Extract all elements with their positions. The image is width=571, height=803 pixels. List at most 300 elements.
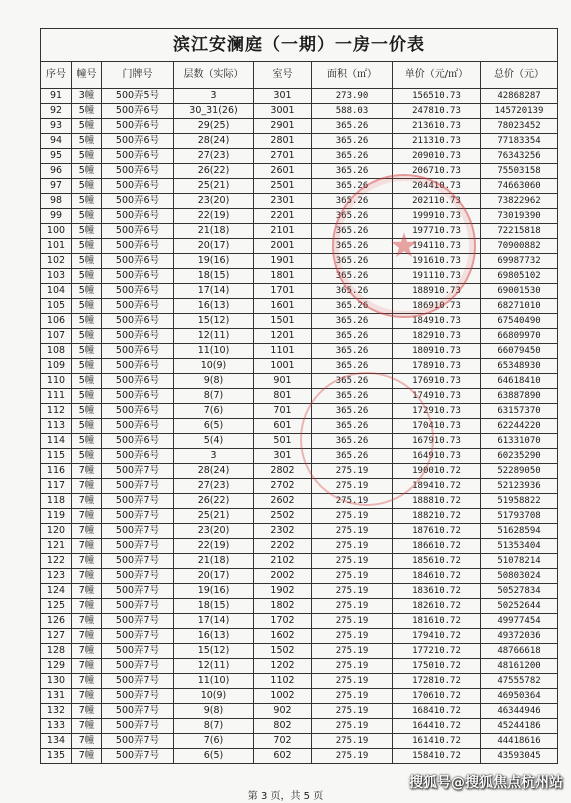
cell-room-no: 1601 — [254, 299, 312, 314]
cell-building-no: 7幢 — [72, 644, 102, 659]
cell-area: 275.19 — [312, 734, 393, 749]
cell-area: 275.19 — [312, 569, 393, 584]
cell-building-no: 7幢 — [72, 614, 102, 629]
cell-row-number: 130 — [41, 674, 72, 689]
cell-floor: 3 — [174, 449, 254, 464]
cell-unit-price: 156510.73 — [393, 89, 481, 104]
cell-room-no: 2802 — [254, 464, 312, 479]
cell-area: 365.26 — [312, 179, 393, 194]
cell-total-price: 68271010 — [481, 299, 558, 314]
cell-unit-price: 185610.72 — [393, 554, 481, 569]
cell-area: 275.19 — [312, 464, 393, 479]
cell-building-no: 5幢 — [72, 389, 102, 404]
table-row — [41, 479, 558, 494]
cell-total-price: 64618410 — [481, 374, 558, 389]
cell-floor: 22(19) — [174, 539, 254, 554]
cell-row-number: 117 — [41, 479, 72, 494]
table-row — [41, 359, 558, 374]
table-row — [41, 164, 558, 179]
table-row — [41, 389, 558, 404]
cell-door-no: 500弄6号 — [102, 164, 174, 179]
cell-building-no: 5幢 — [72, 149, 102, 164]
cell-area: 275.19 — [312, 659, 393, 674]
cell-room-no: 2201 — [254, 209, 312, 224]
cell-unit-price: 158410.72 — [393, 749, 481, 764]
cell-door-no: 500弄6号 — [102, 404, 174, 419]
cell-total-price: 51353404 — [481, 539, 558, 554]
cell-door-no: 500弄6号 — [102, 389, 174, 404]
cell-room-no: 1202 — [254, 659, 312, 674]
cell-total-price: 49372036 — [481, 629, 558, 644]
cell-building-no: 5幢 — [72, 314, 102, 329]
table-row — [41, 329, 558, 344]
cell-door-no: 500弄7号 — [102, 704, 174, 719]
cell-unit-price: 197710.73 — [393, 224, 481, 239]
cell-row-number: 123 — [41, 569, 72, 584]
cell-unit-price: 183610.72 — [393, 584, 481, 599]
cell-door-no: 500弄7号 — [102, 524, 174, 539]
table-row — [41, 599, 558, 614]
column-header: 序号 — [41, 62, 72, 89]
table-row — [41, 674, 558, 689]
cell-building-no: 7幢 — [72, 719, 102, 734]
cell-area: 365.26 — [312, 119, 393, 134]
cell-total-price: 42868287 — [481, 89, 558, 104]
cell-building-no: 5幢 — [72, 209, 102, 224]
cell-row-number: 131 — [41, 689, 72, 704]
cell-unit-price: 180910.73 — [393, 344, 481, 359]
cell-building-no: 5幢 — [72, 344, 102, 359]
cell-total-price: 63887890 — [481, 389, 558, 404]
cell-building-no: 7幢 — [72, 554, 102, 569]
cell-room-no: 2302 — [254, 524, 312, 539]
cell-floor: 22(19) — [174, 209, 254, 224]
cell-total-price: 69987732 — [481, 254, 558, 269]
cell-row-number: 133 — [41, 719, 72, 734]
cell-room-no: 801 — [254, 389, 312, 404]
cell-total-price: 46950364 — [481, 689, 558, 704]
header-row — [41, 62, 558, 89]
cell-unit-price: 189410.72 — [393, 479, 481, 494]
table-row — [41, 689, 558, 704]
cell-row-number: 103 — [41, 269, 72, 284]
cell-row-number: 125 — [41, 599, 72, 614]
cell-area: 275.19 — [312, 644, 393, 659]
cell-row-number: 108 — [41, 344, 72, 359]
cell-floor: 23(20) — [174, 524, 254, 539]
cell-building-no: 7幢 — [72, 659, 102, 674]
cell-floor: 15(12) — [174, 644, 254, 659]
cell-door-no: 500弄6号 — [102, 269, 174, 284]
cell-area: 365.26 — [312, 374, 393, 389]
cell-floor: 26(22) — [174, 164, 254, 179]
table-row — [41, 569, 558, 584]
cell-floor: 17(14) — [174, 614, 254, 629]
cell-door-no: 500弄6号 — [102, 299, 174, 314]
cell-building-no: 7幢 — [72, 494, 102, 509]
cell-total-price: 74663060 — [481, 179, 558, 194]
cell-area: 273.90 — [312, 89, 393, 104]
cell-row-number: 128 — [41, 644, 72, 659]
table-row — [41, 89, 558, 104]
table-row — [41, 449, 558, 464]
cell-area: 365.26 — [312, 149, 393, 164]
cell-room-no: 2101 — [254, 224, 312, 239]
table-row — [41, 644, 558, 659]
table-row — [41, 239, 558, 254]
cell-row-number: 111 — [41, 389, 72, 404]
cell-building-no: 7幢 — [72, 464, 102, 479]
cell-room-no: 2002 — [254, 569, 312, 584]
cell-area: 275.19 — [312, 554, 393, 569]
table-row — [41, 224, 558, 239]
cell-total-price: 50803024 — [481, 569, 558, 584]
cell-row-number: 98 — [41, 194, 72, 209]
cell-row-number: 95 — [41, 149, 72, 164]
cell-row-number: 126 — [41, 614, 72, 629]
cell-unit-price: 182610.72 — [393, 599, 481, 614]
cell-door-no: 500弄6号 — [102, 344, 174, 359]
cell-room-no: 2901 — [254, 119, 312, 134]
cell-total-price: 77183354 — [481, 134, 558, 149]
cell-row-number: 110 — [41, 374, 72, 389]
cell-total-price: 48766618 — [481, 644, 558, 659]
table-row — [41, 104, 558, 119]
cell-row-number: 132 — [41, 704, 72, 719]
cell-unit-price: 204410.73 — [393, 179, 481, 194]
cell-door-no: 500弄6号 — [102, 134, 174, 149]
cell-floor: 19(16) — [174, 584, 254, 599]
cell-door-no: 500弄7号 — [102, 569, 174, 584]
cell-building-no: 5幢 — [72, 119, 102, 134]
cell-unit-price: 187610.72 — [393, 524, 481, 539]
cell-total-price: 50252644 — [481, 599, 558, 614]
cell-total-price: 47555782 — [481, 674, 558, 689]
cell-floor: 21(18) — [174, 224, 254, 239]
cell-total-price: 46344946 — [481, 704, 558, 719]
table-row — [41, 509, 558, 524]
cell-total-price: 45244186 — [481, 719, 558, 734]
cell-row-number: 107 — [41, 329, 72, 344]
cell-unit-price: 184610.72 — [393, 569, 481, 584]
cell-door-no: 500弄6号 — [102, 419, 174, 434]
cell-room-no: 301 — [254, 449, 312, 464]
column-header: 面积（㎡） — [312, 62, 393, 89]
table-row — [41, 494, 558, 509]
cell-total-price: 51958822 — [481, 494, 558, 509]
cell-floor: 30_31(26) — [174, 104, 254, 119]
cell-floor: 10(9) — [174, 689, 254, 704]
table-body — [41, 89, 558, 764]
column-header: 总价（元） — [481, 62, 558, 89]
cell-area: 275.19 — [312, 719, 393, 734]
table-row — [41, 419, 558, 434]
cell-room-no: 701 — [254, 404, 312, 419]
cell-total-price: 73019390 — [481, 209, 558, 224]
cell-area: 275.19 — [312, 539, 393, 554]
cell-area: 365.26 — [312, 404, 393, 419]
column-header: 门牌号 — [102, 62, 174, 89]
table-row — [41, 584, 558, 599]
table-row — [41, 554, 558, 569]
cell-building-no: 7幢 — [72, 479, 102, 494]
cell-door-no: 500弄6号 — [102, 104, 174, 119]
table-title: 滨江安澜庭（一期）一房一价表 — [41, 29, 558, 62]
cell-room-no: 1001 — [254, 359, 312, 374]
cell-door-no: 500弄7号 — [102, 464, 174, 479]
cell-total-price: 51628594 — [481, 524, 558, 539]
cell-building-no: 5幢 — [72, 299, 102, 314]
cell-area: 365.26 — [312, 239, 393, 254]
cell-room-no: 2601 — [254, 164, 312, 179]
cell-room-no: 802 — [254, 719, 312, 734]
cell-door-no: 500弄6号 — [102, 284, 174, 299]
cell-row-number: 99 — [41, 209, 72, 224]
cell-unit-price: 176910.73 — [393, 374, 481, 389]
cell-room-no: 3001 — [254, 104, 312, 119]
cell-row-number: 101 — [41, 239, 72, 254]
cell-floor: 28(24) — [174, 464, 254, 479]
cell-total-price: 61331070 — [481, 434, 558, 449]
cell-door-no: 500弄6号 — [102, 149, 174, 164]
cell-area: 275.19 — [312, 509, 393, 524]
table-row — [41, 704, 558, 719]
cell-row-number: 91 — [41, 89, 72, 104]
cell-row-number: 119 — [41, 509, 72, 524]
cell-building-no: 5幢 — [72, 104, 102, 119]
cell-area: 275.19 — [312, 494, 393, 509]
cell-room-no: 1602 — [254, 629, 312, 644]
cell-room-no: 1102 — [254, 674, 312, 689]
cell-building-no: 5幢 — [72, 194, 102, 209]
cell-unit-price: 247810.73 — [393, 104, 481, 119]
cell-row-number: 122 — [41, 554, 72, 569]
cell-building-no: 5幢 — [72, 329, 102, 344]
cell-floor: 9(8) — [174, 374, 254, 389]
cell-row-number: 100 — [41, 224, 72, 239]
table-row — [41, 539, 558, 554]
cell-row-number: 115 — [41, 449, 72, 464]
cell-area: 275.19 — [312, 524, 393, 539]
cell-floor: 27(23) — [174, 479, 254, 494]
cell-area: 365.26 — [312, 359, 393, 374]
cell-row-number: 104 — [41, 284, 72, 299]
cell-total-price: 72215818 — [481, 224, 558, 239]
cell-floor: 16(13) — [174, 299, 254, 314]
cell-total-price: 67540490 — [481, 314, 558, 329]
page-footer: 第 3 页，共 5 页 — [247, 791, 324, 802]
cell-floor: 5(4) — [174, 434, 254, 449]
cell-building-no: 5幢 — [72, 254, 102, 269]
cell-room-no: 1101 — [254, 344, 312, 359]
cell-total-price: 70900882 — [481, 239, 558, 254]
column-header: 层数（实际） — [174, 62, 254, 89]
cell-area: 365.26 — [312, 344, 393, 359]
cell-row-number: 94 — [41, 134, 72, 149]
column-header: 幢号 — [72, 62, 102, 89]
cell-unit-price: 188810.72 — [393, 494, 481, 509]
cell-total-price: 52289050 — [481, 464, 558, 479]
cell-total-price: 145720139 — [481, 104, 558, 119]
cell-unit-price: 181610.72 — [393, 614, 481, 629]
table-row — [41, 284, 558, 299]
cell-total-price: 49977454 — [481, 614, 558, 629]
cell-door-no: 500弄6号 — [102, 314, 174, 329]
cell-door-no: 500弄7号 — [102, 689, 174, 704]
cell-total-price: 69805102 — [481, 269, 558, 284]
cell-area: 275.19 — [312, 689, 393, 704]
cell-unit-price: 213610.73 — [393, 119, 481, 134]
table-row — [41, 434, 558, 449]
table-row — [41, 299, 558, 314]
cell-room-no: 601 — [254, 419, 312, 434]
cell-room-no: 1702 — [254, 614, 312, 629]
cell-room-no: 1901 — [254, 254, 312, 269]
cell-unit-price: 172910.73 — [393, 404, 481, 419]
cell-building-no: 5幢 — [72, 164, 102, 179]
cell-unit-price: 164410.72 — [393, 719, 481, 734]
cell-floor: 8(7) — [174, 389, 254, 404]
cell-unit-price: 199910.73 — [393, 209, 481, 224]
cell-total-price: 51078214 — [481, 554, 558, 569]
cell-door-no: 500弄6号 — [102, 194, 174, 209]
table-row — [41, 734, 558, 749]
cell-room-no: 1802 — [254, 599, 312, 614]
cell-row-number: 113 — [41, 419, 72, 434]
cell-room-no: 1501 — [254, 314, 312, 329]
cell-room-no: 301 — [254, 89, 312, 104]
cell-room-no: 1701 — [254, 284, 312, 299]
cell-unit-price: 175010.72 — [393, 659, 481, 674]
table-row — [41, 629, 558, 644]
cell-unit-price: 194110.73 — [393, 239, 481, 254]
cell-unit-price: 178910.73 — [393, 359, 481, 374]
cell-room-no: 2102 — [254, 554, 312, 569]
price-table — [40, 28, 558, 764]
cell-area: 365.26 — [312, 449, 393, 464]
table-row — [41, 404, 558, 419]
cell-total-price: 63157370 — [481, 404, 558, 419]
cell-unit-price: 184910.73 — [393, 314, 481, 329]
cell-floor: 7(6) — [174, 404, 254, 419]
cell-door-no: 500弄6号 — [102, 239, 174, 254]
cell-door-no: 500弄6号 — [102, 179, 174, 194]
cell-total-price: 50527834 — [481, 584, 558, 599]
cell-row-number: 93 — [41, 119, 72, 134]
cell-row-number: 109 — [41, 359, 72, 374]
cell-row-number: 92 — [41, 104, 72, 119]
cell-area: 275.19 — [312, 749, 393, 764]
cell-room-no: 702 — [254, 734, 312, 749]
cell-area: 275.19 — [312, 629, 393, 644]
watermark-text: 搜狐号@搜狐焦点杭州站 — [409, 775, 563, 791]
cell-unit-price: 188210.72 — [393, 509, 481, 524]
cell-door-no: 500弄6号 — [102, 254, 174, 269]
cell-total-price: 51793708 — [481, 509, 558, 524]
table-row — [41, 749, 558, 764]
cell-unit-price: 177210.72 — [393, 644, 481, 659]
cell-floor: 7(6) — [174, 734, 254, 749]
cell-row-number: 121 — [41, 539, 72, 554]
cell-area: 365.26 — [312, 224, 393, 239]
cell-floor: 6(5) — [174, 749, 254, 764]
cell-total-price: 73822962 — [481, 194, 558, 209]
cell-row-number: 124 — [41, 584, 72, 599]
cell-floor: 10(9) — [174, 359, 254, 374]
cell-unit-price: 164910.73 — [393, 449, 481, 464]
cell-room-no: 2301 — [254, 194, 312, 209]
cell-total-price: 76343256 — [481, 149, 558, 164]
cell-building-no: 5幢 — [72, 134, 102, 149]
cell-door-no: 500弄7号 — [102, 554, 174, 569]
cell-door-no: 500弄7号 — [102, 659, 174, 674]
cell-unit-price: 172810.72 — [393, 674, 481, 689]
cell-door-no: 500弄7号 — [102, 494, 174, 509]
cell-floor: 11(10) — [174, 674, 254, 689]
cell-unit-price: 186910.73 — [393, 299, 481, 314]
cell-door-no: 500弄7号 — [102, 539, 174, 554]
cell-area: 365.26 — [312, 299, 393, 314]
cell-room-no: 1201 — [254, 329, 312, 344]
cell-door-no: 500弄6号 — [102, 209, 174, 224]
cell-building-no: 5幢 — [72, 359, 102, 374]
cell-floor: 25(21) — [174, 509, 254, 524]
cell-area: 365.26 — [312, 254, 393, 269]
cell-row-number: 96 — [41, 164, 72, 179]
table-row — [41, 719, 558, 734]
table-row — [41, 464, 558, 479]
cell-building-no: 7幢 — [72, 629, 102, 644]
cell-building-no: 5幢 — [72, 404, 102, 419]
cell-room-no: 2501 — [254, 179, 312, 194]
cell-row-number: 106 — [41, 314, 72, 329]
cell-building-no: 7幢 — [72, 524, 102, 539]
cell-floor: 8(7) — [174, 719, 254, 734]
cell-building-no: 7幢 — [72, 599, 102, 614]
cell-building-no: 5幢 — [72, 434, 102, 449]
cell-building-no: 5幢 — [72, 239, 102, 254]
cell-unit-price: 188910.73 — [393, 284, 481, 299]
cell-floor: 19(16) — [174, 254, 254, 269]
cell-unit-price: 202110.73 — [393, 194, 481, 209]
cell-row-number: 135 — [41, 749, 72, 764]
cell-floor: 20(17) — [174, 239, 254, 254]
cell-building-no: 7幢 — [72, 539, 102, 554]
table-row — [41, 344, 558, 359]
cell-floor: 12(11) — [174, 659, 254, 674]
seal-star-icon: ★ — [388, 226, 420, 266]
cell-row-number: 134 — [41, 734, 72, 749]
table-row — [41, 254, 558, 269]
cell-door-no: 500弄7号 — [102, 749, 174, 764]
cell-door-no: 500弄7号 — [102, 479, 174, 494]
cell-total-price: 62244220 — [481, 419, 558, 434]
cell-unit-price: 170610.72 — [393, 689, 481, 704]
cell-area: 365.26 — [312, 284, 393, 299]
cell-floor: 17(14) — [174, 284, 254, 299]
cell-building-no: 7幢 — [72, 674, 102, 689]
cell-unit-price: 167910.73 — [393, 434, 481, 449]
table-row — [41, 134, 558, 149]
cell-room-no: 1502 — [254, 644, 312, 659]
cell-room-no: 901 — [254, 374, 312, 389]
cell-room-no: 1902 — [254, 584, 312, 599]
cell-room-no: 501 — [254, 434, 312, 449]
cell-door-no: 500弄6号 — [102, 449, 174, 464]
cell-row-number: 129 — [41, 659, 72, 674]
cell-row-number: 116 — [41, 464, 72, 479]
cell-floor: 15(12) — [174, 314, 254, 329]
